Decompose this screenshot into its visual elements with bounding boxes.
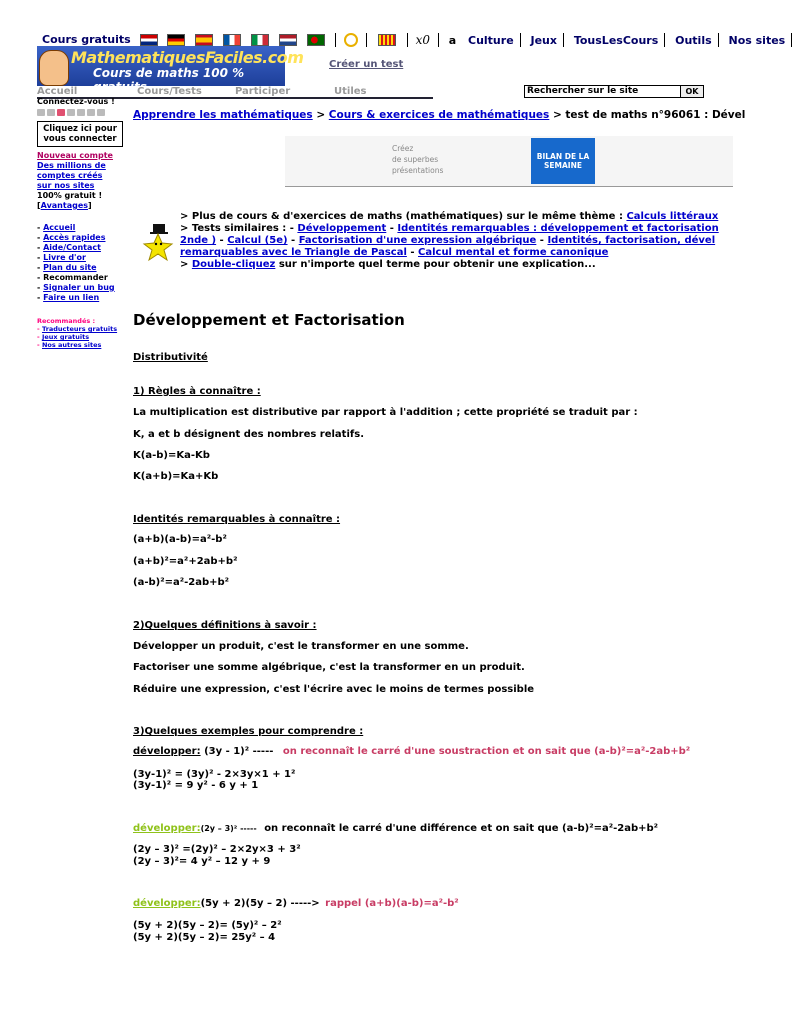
section-1-title: 1) Règles à connaître : [133, 386, 261, 397]
similar-test-link[interactable]: Identités, factorisation, dével [547, 235, 716, 246]
example-3-label: développer: [133, 898, 201, 909]
ad-banner-text: BILAN DE LA SEMAINE [536, 152, 590, 170]
breadcrumb: Apprendre les mathématiques > Cours & exercices de mathématiques > test de maths n°96061 : Dével [133, 109, 746, 121]
grid-icon[interactable] [87, 109, 95, 116]
letter-a-link[interactable]: a [448, 33, 457, 47]
similar-test-link[interactable]: Factorisation d'une expression algébrique [298, 235, 537, 246]
s1-line-3: K(a-b)=Ka-Kb [133, 450, 210, 461]
s1-line-1: La multiplication est distributive par rapport à l'addition ; cette propriété se traduit par : [133, 407, 638, 418]
italian-flag-icon[interactable] [251, 34, 269, 46]
related-themes: > Plus de cours & d'exercices de maths (mathématiques) sur le même thème : Calculs littéraux > Tests similaires : - Développement - Identités remarquables : développement et factorisation 2nde ) - Calcul (5e) - Factorisation d'une expression algébrique - Identités, factorisation, dével remarquables avec le Triangle de Pascal - Calcul mental et forme canonique > Double-cliquez sur n'importe quel terme pour obtenir une explication... [180, 211, 719, 270]
similar-test-link[interactable]: 2nde ) [180, 235, 217, 246]
example-2-label: développer: [133, 823, 201, 834]
close-icon[interactable] [97, 109, 105, 116]
similar-test-link[interactable]: Identités remarquables : développement et factorisation [397, 223, 719, 234]
print-icon[interactable] [47, 109, 55, 116]
similar-test-link[interactable]: Calcul mental et forme canonique [418, 247, 609, 258]
sidebar-item: - Faire un lien [37, 293, 100, 302]
star-mascot-icon [141, 222, 175, 262]
similar-tests-label: > Tests similaires : - [180, 223, 294, 234]
identity-2: (a+b)²=a²+2ab+b² [133, 556, 238, 567]
example-1-note: on reconnaît le carré d'une soustraction et on sait que (a-b)²=a²-2ab+b² [282, 746, 691, 757]
logo-tagline: Cours de maths 100 % gratuits [93, 66, 245, 94]
breadcrumb-courses[interactable]: Cours & exercices de mathématiques [328, 109, 550, 121]
sidebar-item: - Livre d'or [37, 253, 86, 262]
nav-useful[interactable]: Utiles [334, 86, 367, 97]
nav-tools-link[interactable]: Outils [675, 33, 712, 47]
sidebar-icons-row [37, 109, 127, 119]
recommended-other-sites[interactable]: Nos autres sites [41, 341, 102, 349]
advantages-link[interactable]: Avantages [40, 201, 89, 210]
logo-title: MathematiquesFaciles.com [71, 48, 304, 67]
double-click-link[interactable]: Double-cliquez [191, 259, 276, 270]
sidebar-item: - Accès rapides [37, 233, 106, 242]
nav-all-courses-link[interactable]: TousLesCours [573, 33, 659, 47]
math-symbol-x0[interactable]: x0 [415, 33, 431, 47]
laurel-icon[interactable] [344, 33, 358, 47]
section-distributivity: Distributivité [133, 352, 208, 363]
sidebar-item: - Plan du site [37, 263, 97, 272]
example-2-note: on reconnaît le carré d'une différence et on sait que (a-b)²=a²-2ab+b² [264, 823, 659, 834]
example-1-label: développer: [133, 746, 201, 757]
example-3-expression: (5y + 2)(5y – 2) -----> [200, 898, 320, 909]
sidebar-item-report-bug[interactable]: Signaler un bug [43, 283, 115, 292]
dbl-click-hint: sur n'importe quel terme pour obtenir une explication... [278, 259, 596, 270]
breadcrumb-current: test de maths n°96061 : Dével [565, 109, 746, 121]
example-3-note: rappel (a+b)(a-b)=a²-b² [325, 898, 459, 909]
example-2-step-2: (2y – 3)²= 4 y² – 12 y + 9 [133, 856, 271, 867]
recommended-title: Recommandés : [37, 317, 96, 325]
nav-our-sites-link[interactable]: Nos sites [728, 33, 786, 47]
s1-line-2: K, a et b désignent des nombres relatifs. [133, 429, 364, 440]
flag-icon[interactable] [67, 109, 75, 116]
sidebar-item: - Signaler un bug [37, 283, 115, 292]
heart-icon[interactable] [57, 109, 65, 116]
identity-1: (a+b)(a-b)=a²-b² [133, 534, 227, 545]
ad-banner[interactable] [531, 138, 595, 184]
similar-test-link[interactable]: Calcul (5e) [227, 235, 288, 246]
promo-line-2[interactable]: comptes créés [37, 171, 103, 180]
login-button[interactable]: Cliquez ici pour vous connecter [37, 121, 123, 147]
nav-participate[interactable]: Participer [235, 86, 291, 97]
connect-label: Connectez-vous ! [37, 97, 115, 106]
uk-flag-icon[interactable] [140, 34, 158, 46]
mail-icon[interactable] [37, 109, 45, 116]
ad-text-1: Créez [392, 144, 414, 153]
free-courses-link[interactable]: Cours gratuits [42, 33, 131, 46]
ad-text-3: présentations [392, 166, 444, 175]
french-flag-icon[interactable] [223, 34, 241, 46]
example-1-expression: (3y - 1)² ----- [204, 746, 274, 757]
sidebar-item-sitemap[interactable]: Plan du site [43, 263, 97, 272]
sidebar-item: - Recommander [37, 273, 108, 282]
example-2-header [133, 823, 658, 834]
theme-calculs-litteraux-link[interactable]: Calculs littéraux [626, 211, 719, 222]
german-flag-icon[interactable] [167, 34, 185, 46]
similar-test-link[interactable]: remarquables avec le Triangle de Pascal [180, 247, 407, 258]
page-title: Développement et Factorisation [133, 311, 405, 329]
example-3-step-2: (5y + 2)(5y – 2)= 25y² – 4 [133, 932, 276, 943]
advertisement[interactable] [285, 136, 733, 187]
promo-line-1[interactable]: Des millions de [37, 161, 106, 170]
example-1-step-2: (3y-1)² = 9 y² - 6 y + 1 [133, 780, 259, 791]
example-3-header [133, 898, 459, 909]
example-2-expression: (2y – 3)² ----- [200, 824, 257, 833]
s2-line-1: Développer un produit, c'est le transformer en une somme. [133, 641, 469, 652]
ad-text-2: de superbes [392, 155, 439, 164]
search-ok-button[interactable]: OK [680, 85, 704, 98]
promo-line-3[interactable]: sur nos sites [37, 181, 95, 190]
nav-games-link[interactable]: Jeux [530, 33, 557, 47]
similar-test-link[interactable]: Développement [297, 223, 387, 234]
dutch-flag-icon[interactable] [279, 34, 297, 46]
create-test-link[interactable]: Créer un test [329, 59, 404, 70]
sidebar-item: - Aide/Contact [37, 243, 101, 252]
example-3-step-1: (5y + 2)(5y – 2)= (5y)² – 2² [133, 920, 282, 931]
s1-line-4: K(a+b)=Ka+Kb [133, 471, 219, 482]
example-1-step-1: (3y-1)² = (3y)² - 2×3y×1 + 1² [133, 769, 296, 780]
sidebar-item: - Accueil [37, 223, 76, 232]
s2-line-2: Factoriser une somme algébrique, c'est la transformer en un produit. [133, 662, 525, 673]
sidebar-item-guestbook[interactable]: Livre d'or [43, 253, 86, 262]
mascot-face-icon [39, 50, 69, 86]
new-account-link[interactable]: Nouveau compte [37, 151, 113, 160]
themes-intro: > Plus de cours & d'exercices de maths (mathématiques) sur le même thème : [180, 211, 623, 222]
sidebar-item-link-to-us[interactable]: Faire un lien [43, 293, 100, 302]
identity-3: (a-b)²=a²-2ab+b² [133, 577, 230, 588]
identities-title: Identités remarquables à connaître : [133, 514, 341, 525]
nav-home[interactable]: Accueil [37, 86, 78, 97]
sidebar-item-home[interactable]: Accueil [43, 223, 76, 232]
nav-courses-tests[interactable]: Cours/Tests [137, 86, 202, 97]
search-input[interactable]: Rechercher sur le site [524, 85, 682, 98]
sidebar-item-recommend[interactable]: Recommander [43, 273, 108, 282]
example-1-header [133, 746, 690, 757]
sound-icon[interactable] [77, 109, 85, 116]
recommended-translators[interactable]: Traducteurs gratuits [41, 325, 118, 333]
s2-line-3: Réduire une expression, c'est l'écrire avec le moins de termes possible [133, 684, 535, 695]
spanish-flag-icon[interactable] [195, 34, 213, 46]
section-3-title: 3)Quelques exemples pour comprendre : [133, 726, 364, 737]
catalan-flag-icon[interactable] [378, 34, 396, 46]
breadcrumb-learn-math[interactable]: Apprendre les mathématiques [133, 109, 313, 121]
free-label: 100% gratuit ! [37, 191, 103, 200]
sidebar-item-quick-access[interactable]: Accès rapides [43, 233, 106, 242]
sidebar-menu [37, 223, 127, 303]
dbl-click-prefix: > [180, 259, 189, 270]
portuguese-flag-icon[interactable] [307, 34, 325, 46]
recommended-games[interactable]: Jeux gratuits [41, 333, 90, 341]
example-2-step-1: (2y – 3)² =(2y)² – 2×2y×3 + 3² [133, 844, 301, 855]
nav-culture-link[interactable]: Culture [468, 33, 514, 47]
left-sidebar: Connectez-vous ! Cliquez ici pour vous connecter Nouveau compte Des millions de comptes créés sur nos sites 100% gratuit ! [Avantages] - Accueil - Accès rapides - Aide/Contact - Livre d'or - Plan du site - Recommander - Signaler un bug - Faire un lien Recommandés : - Traducteurs gratuits - Jeux gratuits - Nos autres sites [37, 97, 127, 349]
section-2-title: 2)Quelques définitions à savoir : [133, 620, 317, 631]
sidebar-item-help[interactable]: Aide/Contact [43, 243, 101, 252]
